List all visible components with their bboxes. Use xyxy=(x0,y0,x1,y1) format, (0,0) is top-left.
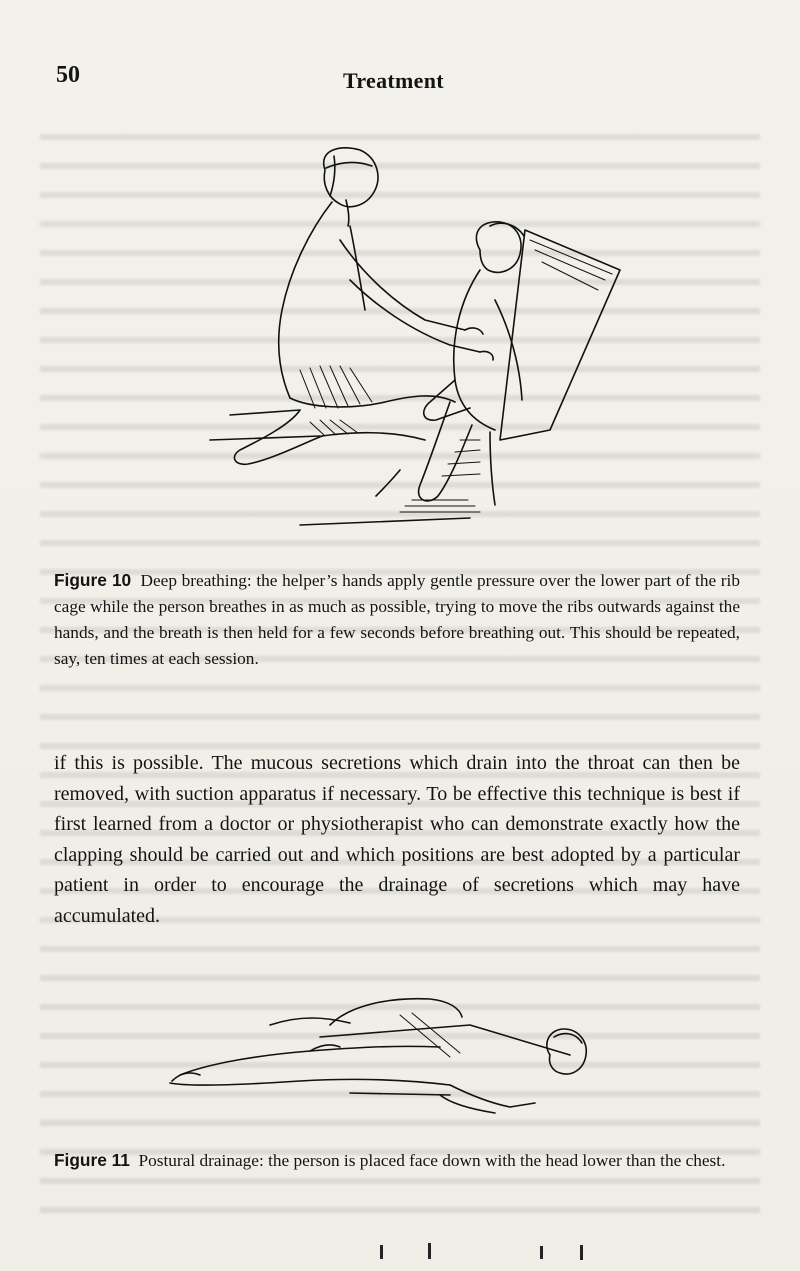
figure-10-label: Figure 10 xyxy=(54,570,132,590)
figure-10-caption-text: Deep breathing: the helper’s hands apply gentle pressure over the lower part of the rib cage while the person breathes in as much as possible, trying to move the ribs outwards against the hands, and the breath is then held for a few seconds before breathing out. This should be repeated, say, ten times at each session. xyxy=(54,571,740,668)
figure-10-illustration xyxy=(150,140,660,540)
figure-11-label: Figure 11 xyxy=(54,1150,130,1170)
figure-11-caption xyxy=(54,1147,740,1174)
figure-10-caption xyxy=(54,567,740,672)
running-head: Treatment xyxy=(343,68,444,93)
figure-11-caption-text: Postural drainage: the person is placed face down with the head lower than the chest. xyxy=(138,1151,726,1170)
body-paragraph: if this is possible. The mucous secretions which drain into the throat can then be removed, with suction apparatus if necessary. To be effective this technique is best if first learned from a doctor or physiotherapist who can demonstrate exactly how the clapping should be carried out and which positions are best adopted by a particular patient in order to encourage the drainage of secretions which may have accumulated. xyxy=(54,752,740,927)
scan-mark xyxy=(580,1245,583,1260)
figure-11-illustration xyxy=(150,985,610,1125)
page-header xyxy=(56,62,744,102)
scan-mark xyxy=(540,1246,543,1259)
scan-mark xyxy=(380,1245,383,1259)
page-number: 50 xyxy=(56,62,80,88)
scan-mark xyxy=(428,1243,431,1259)
